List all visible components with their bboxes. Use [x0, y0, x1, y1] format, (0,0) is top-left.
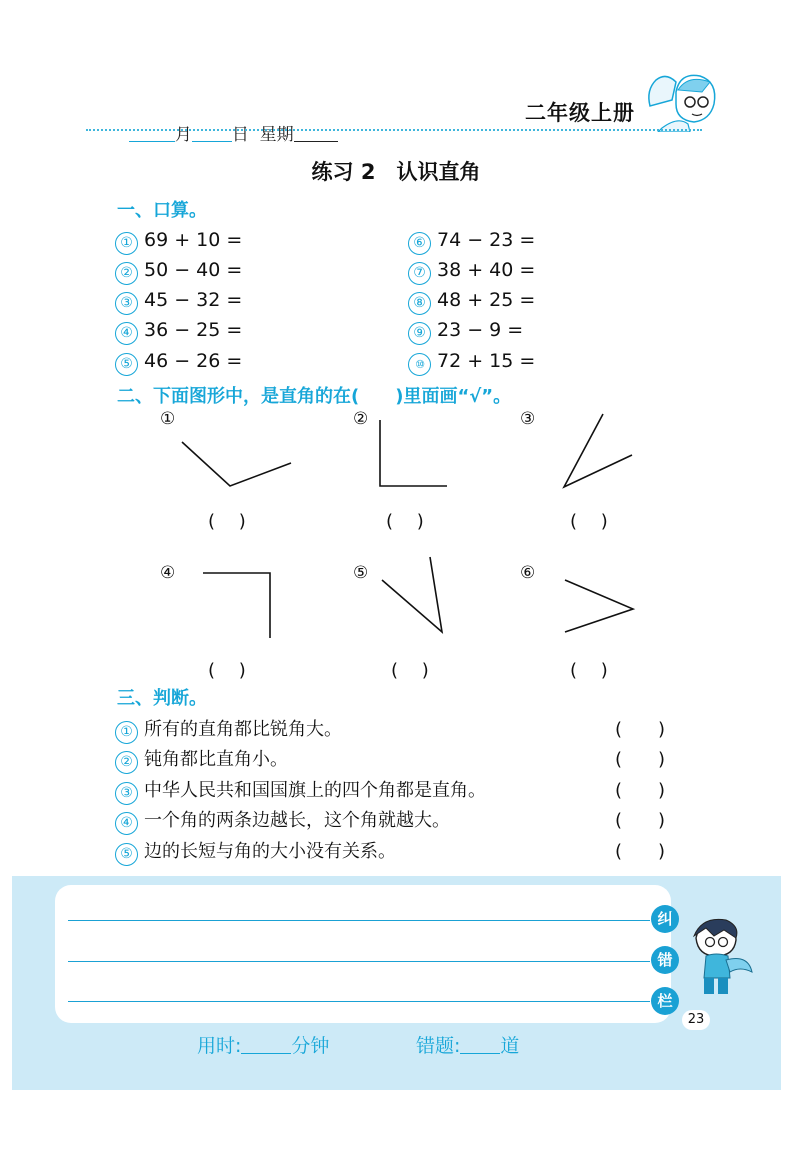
answer-paren[interactable]: ( ) [208, 660, 246, 681]
time-label: 用时: [197, 1035, 242, 1057]
section1-heading: 一、口算。 [117, 200, 207, 221]
figure-number: ② [353, 409, 369, 429]
angle-figure-6 [565, 580, 633, 632]
item-number: ⑤ [115, 353, 138, 376]
calc-expression: 46 − 26 = [144, 350, 243, 372]
day-label: 日 [231, 125, 249, 145]
figure-number: ⑥ [520, 563, 536, 583]
judge-statement: 中华人民共和国国旗上的四个角都是直角。 [144, 780, 486, 801]
item-number: ② [115, 262, 138, 285]
answer-paren[interactable]: ( ) [391, 660, 429, 681]
correction-notes-box[interactable] [55, 885, 671, 1023]
note-line[interactable] [68, 920, 650, 921]
section3-heading: 三、判断。 [117, 688, 207, 709]
judge-statement: 所有的直角都比锐角大。 [144, 719, 342, 740]
judge-statement: 边的长短与角的大小没有关系。 [144, 841, 396, 862]
answer-paren[interactable]: ( ) [386, 511, 424, 532]
item-number: ④ [115, 322, 138, 345]
judge-item [115, 715, 342, 744]
errors-unit: 道 [500, 1035, 520, 1057]
answer-paren[interactable]: ( ) [208, 511, 246, 532]
calc-expression: 74 − 23 = [437, 229, 536, 251]
item-number: ⑤ [115, 843, 138, 866]
calc-expression: 50 − 40 = [144, 259, 243, 281]
correction-badge: 栏 [651, 987, 679, 1015]
calc-expression: 69 + 10 = [144, 229, 243, 251]
judge-item [115, 776, 486, 805]
item-number: ③ [115, 782, 138, 805]
calc-expression: 72 + 15 = [437, 350, 536, 372]
mascot-footer-icon [686, 916, 754, 1002]
judge-statement: 钝角都比直角小。 [144, 749, 288, 770]
angle-figure-1 [182, 442, 291, 486]
calc-expression: 45 − 32 = [144, 289, 243, 311]
item-number: ⑩ [408, 353, 431, 376]
time-unit: 分钟 [291, 1035, 330, 1057]
answer-paren[interactable]: ( ) [570, 660, 608, 681]
page-title: 练习 2 认识直角 [311, 160, 481, 184]
errors-blank[interactable] [460, 1035, 500, 1054]
item-number: ④ [115, 812, 138, 835]
item-number: ⑥ [408, 232, 431, 255]
item-number: ③ [115, 292, 138, 315]
errors-label: 错题: [416, 1035, 461, 1057]
calc-expression: 38 + 40 = [437, 259, 536, 281]
item-number: ① [115, 232, 138, 255]
figure-number: ④ [160, 563, 176, 583]
angle-figure-2 [380, 420, 447, 486]
correction-badge: 错 [651, 946, 679, 974]
time-blank[interactable] [241, 1035, 291, 1054]
item-number: ① [115, 721, 138, 744]
item-number: ⑨ [408, 322, 431, 345]
judge-item [115, 837, 396, 866]
error-count [416, 1031, 519, 1058]
calc-expression: 36 − 25 = [144, 319, 243, 341]
note-line[interactable] [68, 961, 650, 962]
correction-badge: 纠 [651, 905, 679, 933]
note-line[interactable] [68, 1001, 650, 1002]
answer-paren[interactable]: ( ) [570, 511, 608, 532]
judge-item [115, 806, 450, 835]
figure-number: ① [160, 409, 176, 429]
section2-heading: 二、下面图形中，是直角的在( )里面画“√”。 [117, 386, 512, 407]
item-number: ⑦ [408, 262, 431, 285]
answer-paren[interactable]: ( ) [615, 749, 666, 770]
angle-figure-5 [382, 557, 442, 632]
calc-expression: 48 + 25 = [437, 289, 536, 311]
answer-paren[interactable]: ( ) [615, 719, 666, 740]
figure-number: ⑤ [353, 563, 369, 583]
weekday-label: 星期 [259, 125, 294, 145]
judge-statement: 一个角的两条边越长，这个角就越大。 [144, 810, 450, 831]
month-label: 月 [174, 125, 192, 145]
judge-item [115, 745, 288, 774]
answer-paren[interactable]: ( ) [615, 780, 666, 801]
answer-paren[interactable]: ( ) [615, 810, 666, 831]
time-spent [197, 1031, 329, 1058]
angle-figure-3 [564, 414, 632, 487]
answer-paren[interactable]: ( ) [615, 841, 666, 862]
calc-expression: 23 − 9 = [437, 319, 524, 341]
item-number: ⑧ [408, 292, 431, 315]
item-number: ② [115, 751, 138, 774]
grade-label: 二年级上册 [525, 101, 635, 125]
figure-number: ③ [520, 409, 536, 429]
angle-figure-4 [203, 573, 270, 638]
page-number: 23 [682, 1010, 710, 1030]
